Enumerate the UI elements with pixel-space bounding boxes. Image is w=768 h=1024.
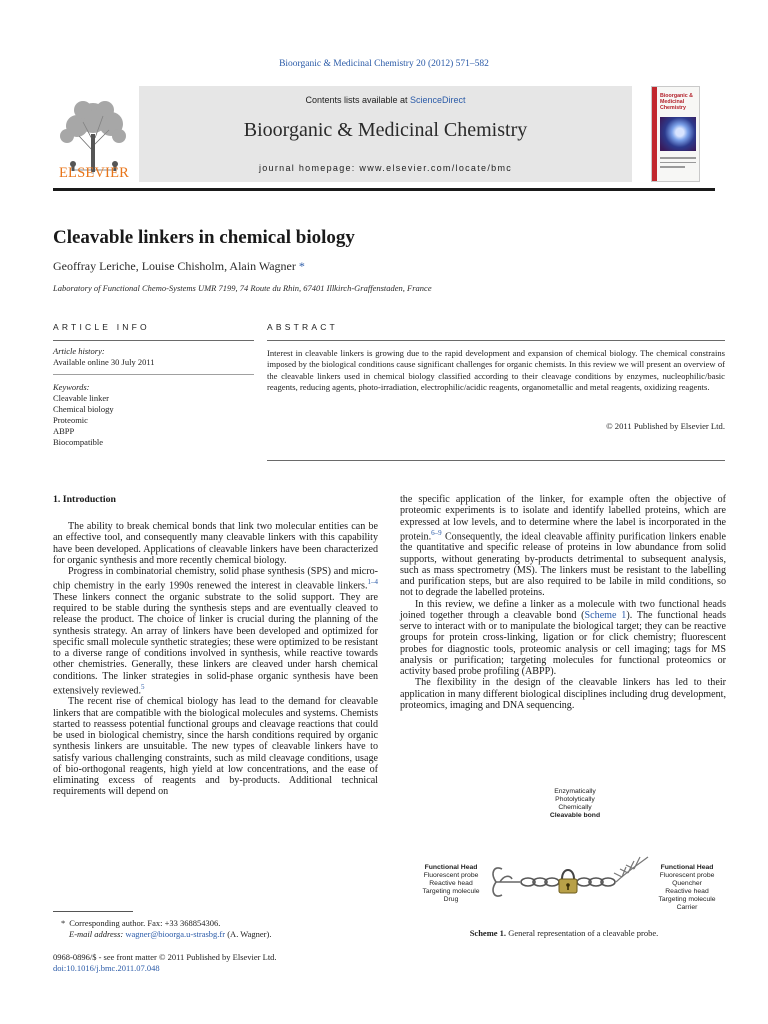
section-heading-introduction: 1. Introduction — [53, 494, 116, 505]
chain-lock-illustration — [490, 845, 650, 920]
cleavable-bond-labels: Enzymatically Photolytically Chemically Cleavable bond — [549, 788, 601, 819]
padlock-icon — [559, 870, 577, 893]
corresponding-footnote: * Corresponding author. Fax: +33 368854306. E-mail address: wagner@bioorga.u-strasbg.fr (A. Wagner). — [61, 918, 272, 939]
paragraph: The recent rise of chemical biology has lead to the demand for cleavable linkers that are compatible with the biological molecules and systems. Chemists started to reassess potential functional groups and cleavage reactions that could be used in biological chemistry, since the harsh conditions required by organic synthesis linkers are unsuitable. The new types of cleavable linkers have to satisfy various challenging constraints, such as mild cleavage conditions, usage of bio-orthogonal reagents, high yield at low concentrations, and the ease of eliminating excess of reagents and by-products. Additional technical requirements will depend on — [53, 696, 378, 798]
publisher-name: ELSEVIER — [58, 165, 130, 181]
paragraph: The ability to break chemical bonds that link two molecular entities can be an effective tool, and consequently many cleavable linkers with this capability have been developed. Applications of cleavable linkers have been characterized for organic synthesis and more recently chemical biology. — [53, 521, 378, 566]
doi-link[interactable]: doi:10.1016/j.bmc.2011.07.048 — [53, 963, 160, 973]
abstract-heading: ABSTRACT — [267, 322, 338, 332]
journal-citation: Bioorganic & Medicinal Chemistry 20 (2012) 571–582 — [279, 59, 489, 69]
article-history: Article history: Available online 30 July 2011 — [53, 346, 155, 367]
email-link[interactable]: wagner@bioorga.u-strasbg.fr — [125, 929, 226, 939]
keyword: Biocompatible — [53, 437, 104, 447]
abstract-copyright: © 2011 Published by Elsevier Ltd. — [606, 421, 725, 431]
header-rule — [53, 188, 715, 191]
paragraph: The flexibility in the design of the cleavable linkers has led to their application in many different biological disciplines including drug development, proteomics, imaging and DNA sequencing. — [400, 677, 726, 711]
paragraph: the specific application of the linker, for example often the objective of proteomic experiments is to isolate and identify labelled proteins, which are expressed at low levels, and to determine where the label is incorporated in the protein.$^{6-9}$ Consequently, the ideal cleavable affinity purification linkers enable the quantitative and specific release of proteins in low abundance from solid supports, without generating by-products detrimental to subsequent analysis, such as mass spectrometry (MS). The linkers must be resistant to the labelling and purification steps, but are also required to be labile in mild conditions, so not to degrade the labelled proteins. — [400, 494, 726, 599]
info-rule-mid — [53, 374, 254, 375]
journal-name: Bioorganic & Medicinal Chemistry — [243, 119, 528, 141]
journal-cover-thumbnail — [651, 86, 700, 182]
intro-right-column — [400, 494, 726, 711]
reference-link[interactable]: 5 — [141, 682, 145, 691]
author-affiliation: Laboratory of Functional Chemo-Systems UMR 7199, 74 Route du Rhin, 67401 Illkirch-Graffenstaden, France — [53, 283, 432, 293]
article-title: Cleavable linkers in chemical biology — [53, 227, 355, 248]
info-rule-top — [53, 340, 254, 341]
scheme-1-figure — [412, 785, 730, 920]
intro-left-column — [53, 521, 378, 798]
reference-link[interactable]: 6–9 — [431, 528, 442, 537]
cover-text-lines — [660, 157, 696, 171]
left-functional-head: Functional Head Fluorescent probe Reactive head Targeting molecule Drug — [422, 864, 480, 903]
keyword: Chemical biology — [53, 404, 114, 414]
footnote-rule — [53, 911, 133, 912]
scheme-1-link[interactable]: Scheme 1 — [584, 609, 627, 621]
journal-banner — [139, 86, 632, 182]
keyword: Proteomic — [53, 415, 88, 425]
paragraph: In this review, we define a linker as a molecule with two functional heads joined together through a cleavable bond (Scheme 1). The functional heads serve to interact with or to manipulate the biological target; they can be reactive groups for protein cross-linking, ligation or for click chemistry; fluorescent probes for diagnostic tools, proteomic analysis or cell imaging; tags for MS analysis or purification; targeting molecules for functional proteomics or activity based probe profiling (ABPP). — [400, 598, 726, 678]
journal-homepage[interactable]: journal homepage: www.elsevier.com/locate/bmc — [258, 163, 513, 173]
abstract-rule-bottom — [267, 460, 725, 461]
reference-link[interactable]: 1–4 — [367, 578, 378, 587]
keywords-block: Keywords: Cleavable linker Chemical biology Proteomic ABPP Biocompatible — [53, 382, 253, 448]
paragraph: Progress in combinatorial chemistry, solid phase synthesis (SPS) and micro-chip chemistry in the early 1990s renewed the interest in cleavable linkers.$^{1-4}$ These linkers connect the organic substrate to the solid support. They are required to be stable during the synthesis steps and are eventually cleaved to release the product. The choice of linker is crucial during the planning of the synthesis strategy. An array of linkers have been developed and optimized for specific small molecule synthetic strategies; these were optimized to be resistant to a diverse range of conditions involved in synthesis, while reactive towards other chemistries. Generally, these linkers are cleaved under harsh chemical conditions. The linker strategies in solid-phase organic synthesis have been extensively reviewed.$^5$ — [53, 566, 378, 697]
article-identifiers: 0968-0896/$ - see front matter © 2011 Published by Elsevier Ltd. doi:10.1016/j.bmc.2011.07.048 — [53, 952, 393, 974]
abstract-rule-top — [267, 340, 725, 341]
sciencedirect-link[interactable]: ScienceDirect — [410, 95, 466, 105]
corresponding-author-mark[interactable]: * — [298, 259, 305, 273]
cover-strip — [652, 87, 657, 181]
cover-title: Bioorganic & Medicinal Chemistry — [660, 93, 693, 111]
scheme-caption: Scheme 1. General representation of a cleavable probe. — [469, 928, 659, 938]
cover-image — [660, 117, 696, 151]
article-authors: Geoffray Leriche, Louise Chisholm, Alain Wagner * — [53, 259, 305, 273]
keyword: ABPP — [53, 426, 75, 436]
contents-line: Contents lists available at ScienceDirect — [305, 95, 466, 105]
keyword: Cleavable linker — [53, 393, 109, 403]
feather-icon — [614, 857, 648, 882]
article-info-heading: ARTICLE INFO — [53, 322, 150, 332]
abstract-text: Interest in cleavable linkers is growing due to the rapid development and expansion of chemical biology. The chemical constrains imposed by the biological conditions cause significant challenges for organic chemists. In this review we will present an overview of the cleavable linkers used in chemical biology classified according to their cleavage conditions by enzymes, nucleophilic/basic reagents, reducing agents, photo-irradiation, electrophilic/acidic reagents, organometallic and metal reagents, oxidizing reagents. — [267, 348, 725, 392]
right-functional-head: Functional Head Fluorescent probe Quencher Reactive head Targeting molecule Carrier — [658, 864, 716, 911]
grappling-hook-icon — [493, 868, 520, 896]
